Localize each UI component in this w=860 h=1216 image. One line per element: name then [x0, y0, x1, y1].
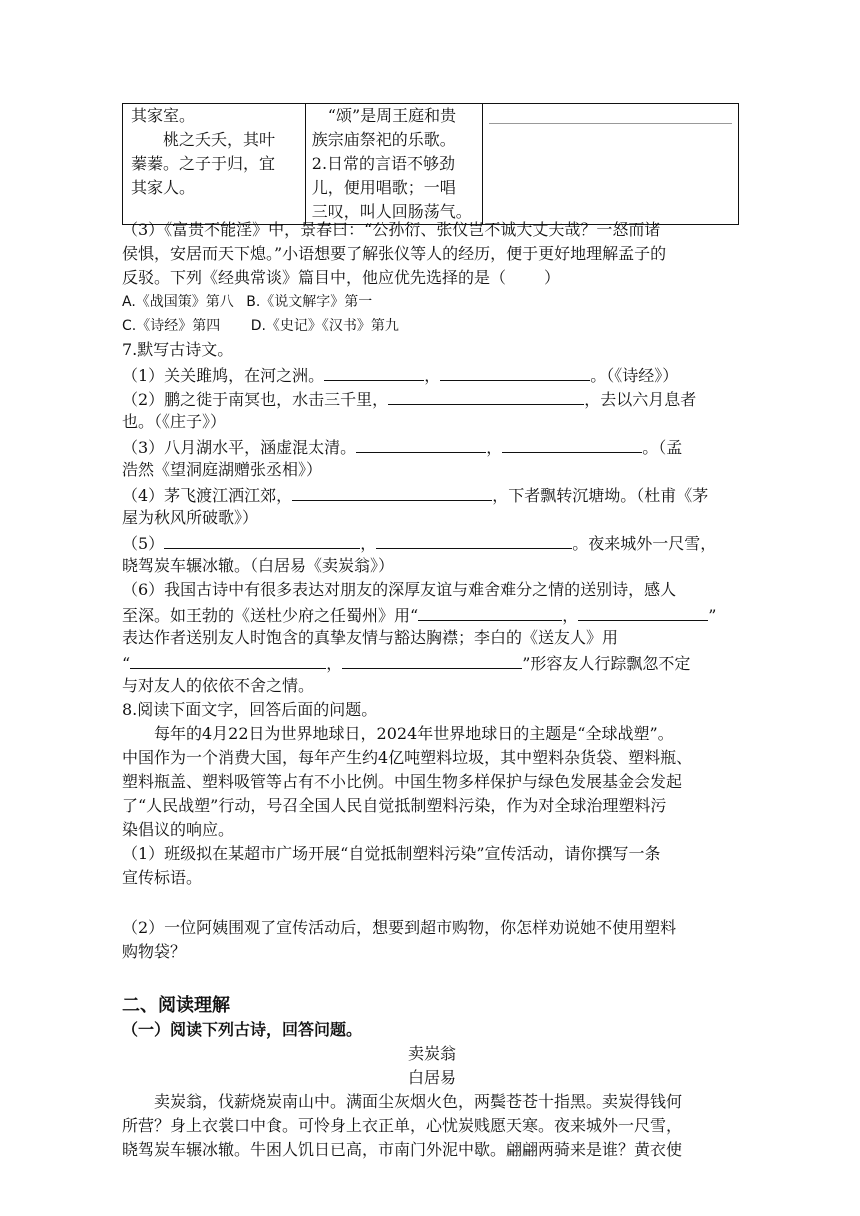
cell-line: 2.日常的言语不够劲	[311, 154, 456, 173]
poem-line: 晓驾炭车辗冰辙。牛困人饥日已高，市南门外泥中歇。翩翩两骑来是谁？黄衣使	[122, 1140, 683, 1159]
fill-blank[interactable]	[356, 434, 486, 453]
q7-4-text-b: ，下者飘转沉塘坳。（杜甫《茅	[492, 486, 709, 505]
q7-title: 7.默写古诗文。	[122, 340, 234, 359]
q8-para-line: 塑料瓶盖、塑料吸管等占有不小比例。中国生物多样保护与绿色发展基金会发起	[122, 772, 683, 791]
fill-blank[interactable]	[292, 482, 492, 501]
option-a[interactable]: A.《战国策》第八	[122, 294, 234, 310]
poem-line: 所营？身上衣裳口中食。可怜身上衣正单，心忧炭贱愿天寒。夜来城外一尺雪，	[122, 1116, 683, 1135]
table-cell-answer[interactable]	[483, 104, 739, 225]
fill-blank[interactable]	[376, 530, 572, 549]
q7-2	[122, 386, 742, 412]
fill-blank[interactable]	[502, 434, 642, 453]
q8-para-line: 中国作为一个消费大国，每年产生约4亿吨塑料垃圾，其中塑料杂货袋、塑料瓶、	[122, 748, 693, 767]
section-heading: 二、阅读理解	[122, 995, 230, 1016]
q8-para-line: 染倡议的响应。	[122, 820, 235, 839]
q7-6-quote: ”	[708, 606, 717, 625]
q7-3-text: （3）八月湖水平，涵虚混太清。	[122, 438, 357, 457]
q7-6-line5: 与对友人的依依不舍之情。	[122, 676, 315, 695]
table-cell-notes	[305, 104, 483, 225]
q7-3-sep: ，	[486, 438, 503, 457]
answer-line[interactable]	[489, 104, 732, 124]
q7-3-text-b: 。（孟	[642, 438, 683, 457]
q7-2-text: （2）鹏之徙于南冥也，水击三千里，	[122, 390, 389, 409]
fill-blank[interactable]	[388, 386, 584, 405]
q8-2-line1: （2）一位阿姨围观了宣传活动后，想要到超市购物，你怎样劝说她不使用塑料	[122, 918, 677, 937]
q7-5-sep: ，	[360, 534, 377, 553]
q7-6-sep: ，	[562, 606, 579, 625]
q7-1-text: （1）关关雎鸠，在河之洲。	[122, 366, 325, 385]
q7-4-source: 屋为秋风所破歌》）	[122, 508, 259, 527]
cell-line: 其家人。	[131, 178, 196, 197]
fill-blank[interactable]	[578, 602, 708, 621]
q7-1-source: 。（《诗经》）	[590, 366, 679, 385]
poem-title: 卖炭翁	[407, 1044, 456, 1063]
q6-3-line1: （3）《富贵不能淫》中，景春曰：“公孙衍、张仪岂不诚大丈夫哉？一怒而诸	[122, 220, 661, 239]
cell-line: 蓁蓁。之子于归，宜	[131, 154, 276, 173]
q7-3-source: 浩然《望洞庭湖赠张丞相》）	[122, 460, 323, 479]
q6-3-line3	[122, 266, 742, 290]
q7-1	[122, 362, 742, 388]
q7-5-text: （5）	[122, 534, 165, 553]
q6-3-close: ）	[544, 268, 561, 287]
fill-blank[interactable]	[164, 530, 360, 549]
q8-para-line: 每年的4月22日为世界地球日，2024年世界地球日的主题是“全球战塑”。	[154, 724, 674, 743]
q7-6-line3: 表达作者送别友人时饱含的真挚友情与豁达胸襟；李白的《送友人》用	[122, 628, 619, 647]
table-row	[123, 104, 739, 225]
q7-5-source: 晓驾炭车辗冰辙。（白居易《卖炭翁》）	[122, 556, 395, 575]
q7-1-sep: ，	[424, 366, 441, 385]
cell-line: 桃之夭夭，其叶	[163, 130, 276, 149]
cell-line: “颂”是周王庭和贵	[327, 106, 457, 125]
cell-line: 三叹，叫人回肠荡气。	[311, 202, 472, 221]
option-row-cd	[122, 314, 742, 338]
fill-blank[interactable]	[342, 650, 522, 669]
fill-blank[interactable]	[418, 602, 562, 621]
q7-6-sep: ，	[326, 654, 343, 673]
table-cell-poem	[123, 104, 306, 225]
option-row-ab	[122, 290, 742, 314]
q7-5-text-b: 。夜来城外一尺雪，	[572, 534, 717, 553]
cell-line: 其家室。	[131, 106, 196, 125]
fill-blank[interactable]	[440, 362, 590, 381]
q8-1-line1: （1）班级拟在某超市广场开展“自觉抵制塑料污染”宣传活动，请你撰写一条	[122, 844, 661, 863]
q7-6-quote-open: “	[122, 654, 131, 673]
q8-2-line2: 购物袋？	[122, 942, 187, 961]
q6-3-text: 反驳。下列《经典常谈》篇目中，他应优先选择的是（	[122, 268, 507, 287]
q7-6-line4	[122, 650, 742, 676]
q7-5	[122, 530, 742, 556]
option-c[interactable]: C.《诗经》第四	[122, 318, 221, 334]
poem-line: 卖炭翁，伐薪烧炭南山中。满面尘灰烟火色，两鬓苍苍十指黑。卖炭得钱何	[154, 1092, 683, 1111]
cell-line: 儿，便用唱歌；一唱	[311, 178, 456, 197]
fill-blank[interactable]	[130, 650, 326, 669]
q7-4	[122, 482, 742, 508]
q7-6-line1: （6）我国古诗中有很多表达对朋友的深厚友谊与难舍难分之情的送别诗，感人	[122, 580, 677, 599]
option-b[interactable]: B.《说文解字》第一	[246, 294, 373, 310]
q7-2-text-b: ，去以六月息者	[584, 390, 697, 409]
poem-author: 白居易	[407, 1068, 456, 1087]
q7-3	[122, 434, 742, 460]
poetry-comparison-table	[122, 103, 739, 225]
fill-blank[interactable]	[324, 362, 424, 381]
q7-6-text: 至深。如王勃的《送杜少府之任蜀州》用“	[122, 606, 419, 625]
cell-line: 族宗庙祭祀的乐歌。	[311, 130, 456, 149]
q7-6-line2	[122, 602, 742, 628]
q6-3-line2: 侯惧，安居而天下熄。”小语想要了解张仪等人的经历，便于更好地理解孟子的	[122, 244, 667, 263]
q8-para-line: 了“人民战塑”行动，号召全国人民自觉抵制塑料污染，作为对全球治理塑料污	[122, 796, 667, 815]
option-d[interactable]: D.《史记》《汉书》第九	[250, 318, 399, 334]
q7-2-source: 也。（《庄子》）	[122, 412, 227, 431]
q7-6-text-b: ”形容友人行踪飘忽不定	[522, 654, 691, 673]
q7-4-text: （4）茅飞渡江洒江郊，	[122, 486, 293, 505]
q8-1-line2: 宣传标语。	[122, 868, 203, 887]
q8-title: 8.阅读下面文字，回答后面的问题。	[122, 700, 378, 719]
subsection-heading: （一）阅读下列古诗，回答问题。	[122, 1020, 363, 1039]
